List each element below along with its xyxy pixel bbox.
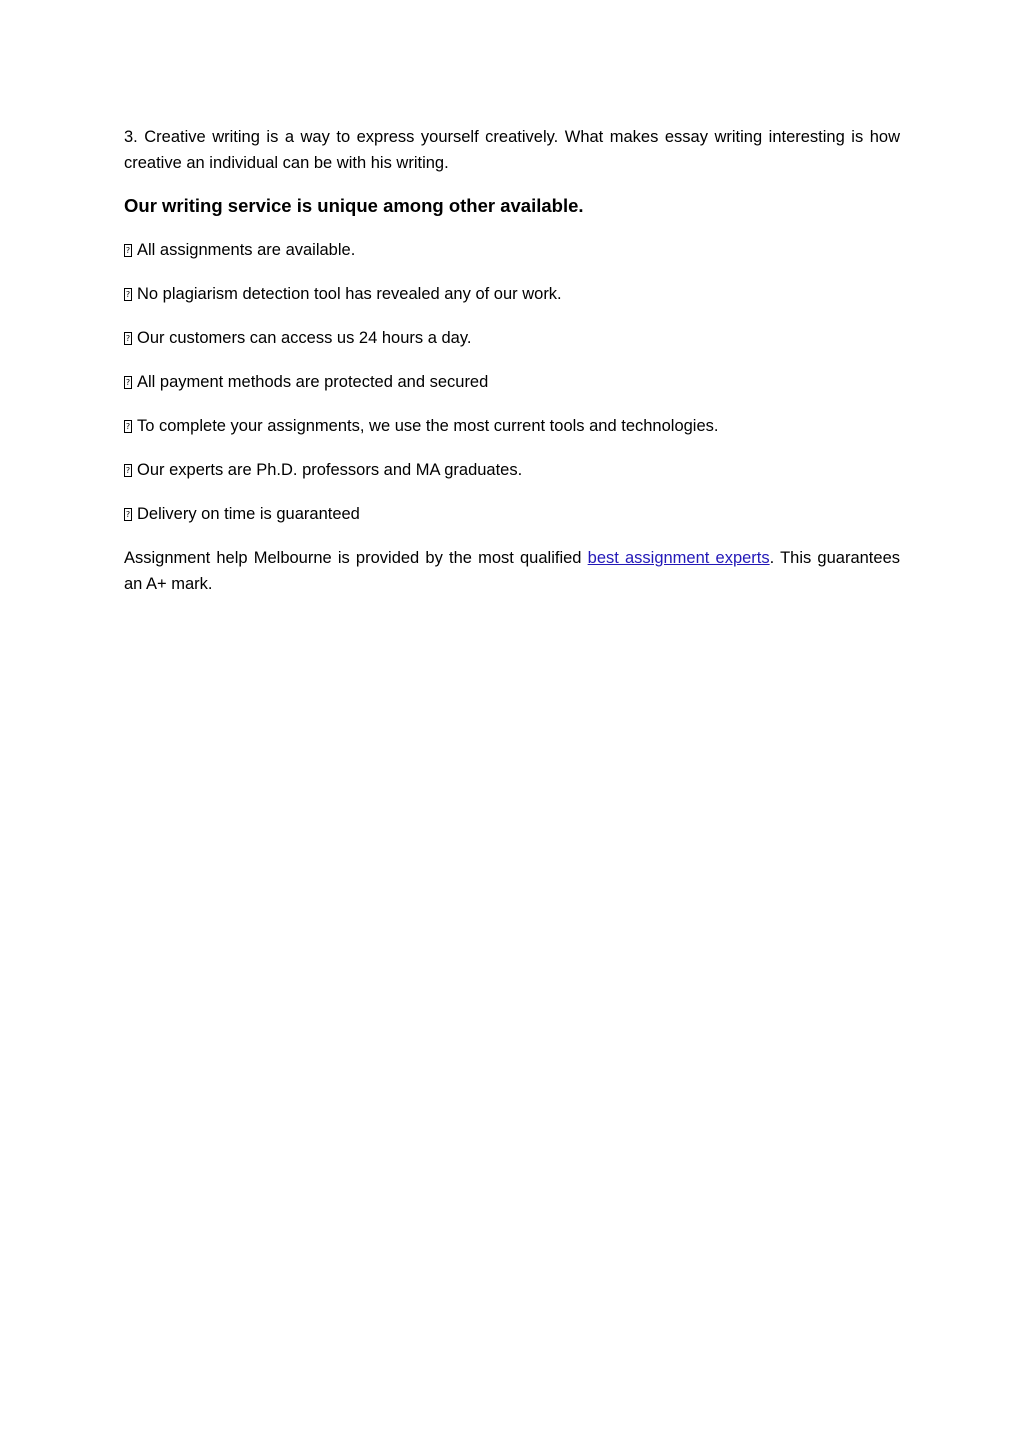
list-item xyxy=(124,369,900,395)
missing-glyph-icon xyxy=(124,464,132,477)
feature-list xyxy=(124,237,900,527)
list-item xyxy=(124,413,900,439)
closing-paragraph xyxy=(124,545,900,597)
list-item xyxy=(124,281,900,307)
list-item-text: All payment methods are protected and secured xyxy=(137,373,489,391)
list-item-text: All assignments are available. xyxy=(137,241,356,259)
intro-paragraph: 3. Creative writing is a way to express yourself creatively. What makes essay writing interesting is how creative an individual can be with his writing. xyxy=(124,128,900,172)
closing-text-before: Assignment help Melbourne is provided by the most qualified xyxy=(124,549,588,567)
missing-glyph-icon xyxy=(124,288,132,301)
closing-text-after: . This guarantees an A+ mark. xyxy=(124,549,900,593)
document-page xyxy=(124,124,900,597)
list-item-text: No plagiarism detection tool has revealed any of our work. xyxy=(137,285,562,303)
list-item xyxy=(124,501,900,527)
section-heading: Our writing service is unique among other available. xyxy=(124,195,584,216)
list-item xyxy=(124,457,900,483)
list-item-text: To complete your assignments, we use the most current tools and technologies. xyxy=(137,417,719,435)
best-assignment-experts-link[interactable]: best assignment experts xyxy=(587,549,770,567)
missing-glyph-icon xyxy=(124,508,132,521)
list-item-text: Our experts are Ph.D. professors and MA graduates. xyxy=(137,461,523,479)
list-item xyxy=(124,325,900,351)
missing-glyph-icon xyxy=(124,244,132,257)
list-item-text: Our customers can access us 24 hours a day. xyxy=(137,329,472,347)
missing-glyph-icon xyxy=(124,420,132,433)
missing-glyph-icon xyxy=(124,376,132,389)
list-item-text: Delivery on time is guaranteed xyxy=(137,505,360,523)
missing-glyph-icon xyxy=(124,332,132,345)
list-item xyxy=(124,237,900,263)
